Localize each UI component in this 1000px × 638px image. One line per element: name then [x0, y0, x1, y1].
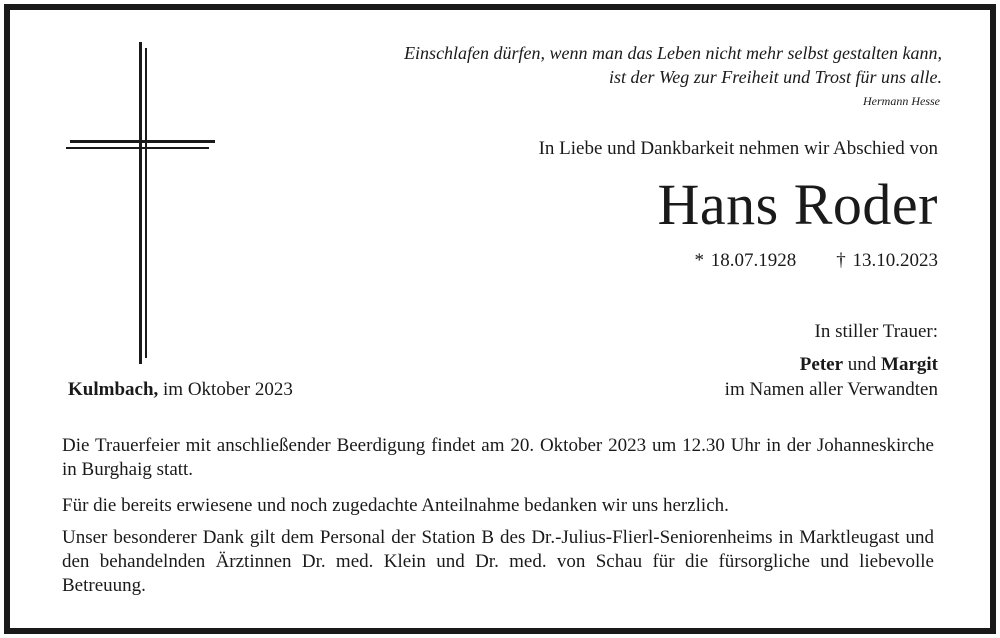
funeral-paragraph: Die Trauerfeier mit anschließender Beerdigung findet am 20. Oktober 2023 um 12.30 Uhr in der Johanneskirche in Burghaig statt.: [62, 435, 934, 480]
mourners-names: [800, 353, 938, 377]
place-date: [68, 378, 293, 402]
thanks-paragraph: Für die bereits erwiesene und noch zugedachte Anteilnahme bedanken wir uns herzlich.: [62, 495, 729, 516]
deceased-name: Hans Roder: [657, 172, 938, 237]
birth-date: * 18.07.1928: [694, 250, 797, 271]
cross-icon: [66, 42, 218, 364]
mourners-heading: In stiller Trauer:: [814, 321, 938, 342]
special-thanks-paragraph: Unser besonderer Dank gilt dem Personal der Station B des Dr.-Julius-Flierl-Seniorenheims in Marktleugast und den behandelnden Ärztinnen Dr. med. Klein und Dr. med. von Schau für die fürsorgliche und liebevolle Betreuung.: [62, 527, 934, 596]
life-dates: [695, 250, 939, 272]
quote-line-2: ist der Weg zur Freiheit und Trost für uns alle.: [608, 67, 942, 87]
death-date: † 13.10.2023: [836, 250, 938, 271]
quote-line-1: Einschlafen dürfen, wenn man das Leben nicht mehr selbst gestalten kann,: [404, 43, 942, 63]
mourner-name-2: Margit: [881, 354, 938, 375]
mourner-name-1: Peter: [799, 354, 844, 375]
quote-author: Hermann Hesse: [863, 94, 940, 108]
place-city: Kulmbach,: [68, 379, 159, 400]
mourners-conjunction: und: [847, 354, 877, 375]
intro-text: In Liebe und Dankbarkeit nehmen wir Abschied von: [538, 138, 938, 159]
notice-date: im Oktober 2023: [163, 379, 293, 400]
mourners-note: im Namen aller Verwandten: [724, 379, 938, 400]
